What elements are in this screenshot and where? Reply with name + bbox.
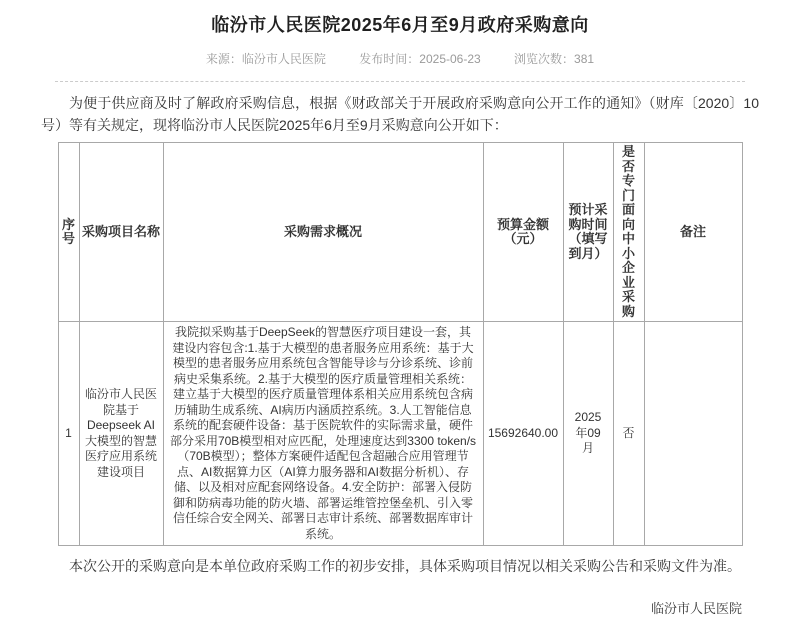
meta-publish-value: 2025-06-23 xyxy=(419,52,481,66)
col-header-sme-targeted: 是否专门面向中小企业采购 xyxy=(613,143,644,322)
meta-source-value: 临汾市人民医院 xyxy=(241,52,326,66)
cell-project-name: 临汾市人民医院基于Deepseek AI大模型的智慧医疗应用系统建设项目 xyxy=(79,322,163,546)
meta-views xyxy=(514,52,594,66)
cell-seq-no: 1 xyxy=(58,322,79,546)
meta-publish-time xyxy=(359,52,480,66)
cell-sme-targeted: 否 xyxy=(613,322,644,546)
intro-paragraph: 为便于供应商及时了解政府采购信息，根据《财政部关于开展政府采购意向公开工作的通知》（财库〔2020〕10号）等有关规定，现将临汾市人民医院2025年6月至9月采购意向公开如下： xyxy=(41,95,759,133)
footnote: 本次公开的采购意向是本单位政府采购工作的初步安排，具体采购项目情况以相关采购公告和采购文件为准。 xyxy=(69,558,741,574)
signature: 临汾市人民医院 xyxy=(650,601,742,616)
col-header-remarks: 备注 xyxy=(644,143,742,322)
cell-demand-overview: 我院拟采购基于DeepSeek的智慧医疗项目建设一套，其建设内容包含:1.基于大模型的患者服务应用系统：基于大模型的患者服务应用系统包含智能导诊与分诊系统、诊前病史采集系统。2.基于大模型的医疗质量管理相关系统：建立基于大模型的医疗质量管理体系相关应用系统包含病历辅助生成系统、AI病历内涵质控系统。3.人工智能信息系统的配套硬件设备：基于医院软件的实际需求量，硬件部分采用70B模型相对应匹配，处理速度达到3300 token/s（70B模型）；整体方案硬件适配包含超融合应用管理节点、AI数据算力区（AI算力服务器和AI数据分析机）、存储、以及相对应配套网络设备。4.安全防护：部署入侵防御和防病毒功能的防火墙、部署运维管控堡垒机、引入零信任综合安全网关、部署日志审计系统、部署数据库审计系统。 xyxy=(163,322,483,546)
col-header-budget: 预算金额（元） xyxy=(483,143,563,322)
cell-purchase-time: 2025年09月 xyxy=(563,322,613,546)
meta-bar xyxy=(0,52,800,66)
table-row xyxy=(58,322,742,546)
divider xyxy=(55,81,745,82)
meta-source-label: 来源： xyxy=(205,52,242,66)
meta-publish-label: 发布时间： xyxy=(359,52,420,66)
meta-views-value: 381 xyxy=(574,52,595,66)
table-header-row xyxy=(58,143,742,322)
cell-budget: 15692640.00 xyxy=(483,322,563,546)
article xyxy=(0,14,800,617)
col-header-seq-no: 序号 xyxy=(58,143,79,322)
cell-remarks xyxy=(644,322,742,546)
page-title: 临汾市人民医院2025年6月至9月政府采购意向 xyxy=(211,15,589,35)
col-header-project-name: 采购项目名称 xyxy=(79,143,163,322)
meta-views-label: 浏览次数： xyxy=(514,52,575,66)
meta-source xyxy=(206,52,326,66)
col-header-purchase-time: 预计采购时间（填写到月） xyxy=(563,143,613,322)
col-header-demand-overview: 采购需求概况 xyxy=(163,143,483,322)
procurement-intent-table xyxy=(58,142,743,546)
